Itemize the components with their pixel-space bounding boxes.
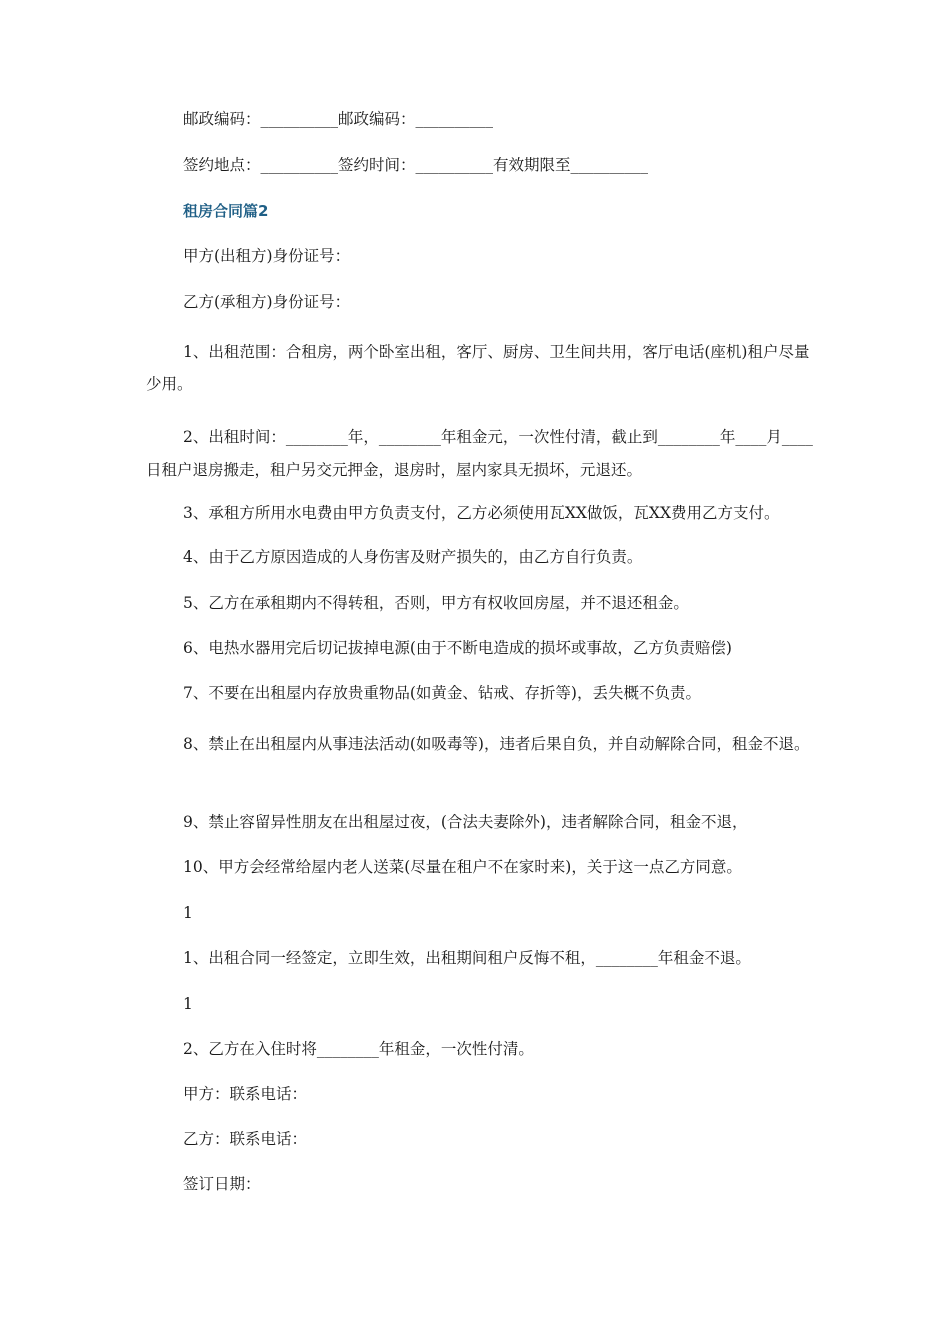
postal-code-line: 邮政编码：__________邮政编码：__________ [183, 110, 494, 128]
clause-4: 4、由于乙方原因造成的人身伤害及财产损失的，由乙方自行负责。 [183, 548, 643, 566]
clause-2: 2、出租时间：________年，________年租金元，一次性付清，截止到________年____月____日租户退房搬走，租户另交元押金，退房时，屋内家具无损坏，元退还。 [146, 428, 813, 479]
signing-place-line: 签约地点：__________签约时间：__________有效期限至__________ [183, 156, 649, 174]
party-a-id-line: 甲方(出租方)身份证号： [183, 247, 351, 265]
clause-5: 5、乙方在承租期内不得转租，否则，甲方有权收回房屋，并不退还租金。 [183, 594, 689, 612]
clause-3: 3、承租方所用水电费由甲方负责支付，乙方必须使用瓦XX做饭，瓦XX费用乙方支付。 [183, 504, 780, 522]
clause-8: 8、禁止在出租屋内从事违法活动(如吸毒等)，违者后果自负，并自动解除合同，租金不退。 [183, 735, 810, 753]
clause-7: 7、不要在出租屋内存放贵重物品(如黄金、钻戒、存折等)，丢失概不负责。 [183, 684, 701, 702]
party-b-phone-line: 乙方：联系电话： [183, 1130, 308, 1148]
section-number-1b: 1 [183, 995, 193, 1013]
sub-clause-2: 2、乙方在入住时将________年租金，一次性付清。 [183, 1040, 534, 1058]
section-heading: 租房合同篇2 [183, 202, 269, 220]
party-a-phone-line: 甲方：联系电话： [183, 1085, 308, 1103]
section-number-1: 1 [183, 904, 193, 922]
clause-6: 6、电热水器用完后切记拔掉电源(由于不断电造成的损坏或事故，乙方负责赔偿) [183, 639, 732, 657]
party-b-id-line: 乙方(承租方)身份证号： [183, 293, 351, 311]
sub-clause-1: 1、出租合同一经签定，立即生效，出租期间租户反悔不租，________年租金不退。 [183, 949, 751, 967]
clause-10: 10、甲方会经常给屋内老人送菜(尽量在租户不在家时来)，关于这一点乙方同意。 [183, 858, 742, 876]
clause-9: 9、禁止容留异性朋友在出租屋过夜，(合法夫妻除外)，违者解除合同，租金不退， [183, 813, 748, 831]
signing-date-line: 签订日期： [183, 1175, 261, 1193]
clause-1: 1、出租范围：合租房，两个卧室出租，客厅、厨房、卫生间共用，客厅电话(座机)租户尽量少用。 [146, 343, 810, 393]
